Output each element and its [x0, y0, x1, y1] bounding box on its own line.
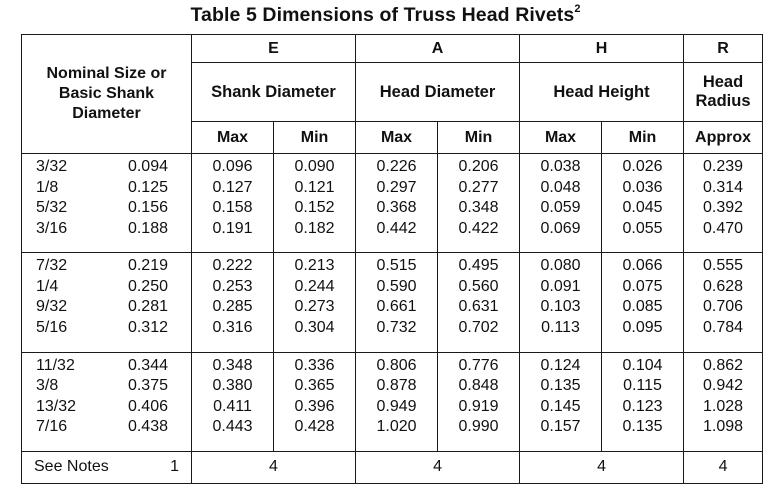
value: 0.919 — [458, 397, 499, 415]
value: 0.152 — [294, 199, 335, 216]
nominal-fraction: 9/32 — [36, 298, 68, 316]
nominal-decimal: 0.281 — [127, 298, 168, 316]
table-row — [22, 253, 763, 352]
value: 0.348 — [458, 199, 499, 216]
value: 0.191 — [212, 219, 253, 237]
value: 0.045 — [622, 199, 663, 216]
shank-diameter-header: Shank Diameter — [192, 63, 356, 122]
h-max-cell — [520, 154, 602, 253]
nominal-decimal: 0.344 — [127, 356, 168, 374]
value: 0.380 — [212, 377, 253, 395]
r-approx-cell — [684, 352, 763, 451]
head-diameter-header: Head Diameter — [356, 63, 520, 122]
notes-nominal-cell — [22, 451, 192, 483]
value: 0.942 — [702, 377, 744, 395]
title-footnote-marker: 2 — [574, 3, 581, 15]
value: 0.706 — [702, 298, 744, 316]
e-max-header: Max — [192, 122, 274, 154]
letter-a-header: A — [356, 35, 520, 63]
nominal-fraction: 3/8 — [36, 377, 59, 395]
value: 0.135 — [622, 418, 663, 436]
value: 0.059 — [540, 199, 581, 216]
e-min-cell — [274, 154, 356, 253]
value: 0.157 — [540, 418, 581, 436]
nominal-fraction: 1/8 — [36, 178, 59, 196]
value: 0.069 — [540, 219, 581, 237]
value: 0.348 — [212, 356, 253, 374]
value: 0.560 — [458, 277, 499, 295]
value: 0.104 — [622, 356, 663, 374]
notes-row — [22, 451, 763, 483]
value: 0.127 — [212, 178, 253, 196]
nominal-size-cell — [22, 352, 192, 451]
value: 0.124 — [540, 356, 581, 374]
value: 0.702 — [458, 318, 499, 336]
table-row — [22, 154, 763, 253]
nominal-size-header-text: Nominal Size or Basic Shank Diameter — [46, 65, 167, 122]
nominal-decimal: 0.125 — [127, 178, 168, 196]
size-group-1 — [22, 154, 763, 253]
value: 0.273 — [294, 298, 335, 316]
nominal-decimal: 0.375 — [127, 377, 168, 395]
h-min-cell — [602, 352, 684, 451]
value: 0.145 — [540, 397, 581, 415]
value: 0.085 — [622, 298, 663, 316]
nominal-size-header — [22, 35, 192, 154]
value: 0.036 — [622, 178, 663, 196]
table-title-text: Table 5 Dimensions of Truss Head Rivets — [190, 4, 575, 26]
value: 0.396 — [294, 397, 335, 415]
value: 0.590 — [376, 277, 417, 295]
value: 1.028 — [702, 397, 744, 415]
value: 0.862 — [702, 356, 744, 374]
letter-e-header: E — [192, 35, 356, 63]
e-max-cell — [192, 352, 274, 451]
table-title — [0, 4, 771, 27]
a-min-cell — [438, 154, 520, 253]
value: 0.297 — [376, 178, 417, 196]
value: 0.365 — [294, 377, 335, 395]
a-max-cell — [356, 253, 438, 352]
value: 0.048 — [540, 178, 581, 196]
a-min-header: Min — [438, 122, 520, 154]
notes-r-cell: 4 — [684, 451, 763, 483]
value: 0.661 — [376, 298, 417, 316]
h-min-cell — [602, 253, 684, 352]
value: 0.470 — [702, 219, 744, 237]
notes-e-cell: 4 — [192, 451, 356, 483]
head-radius-header — [684, 63, 763, 122]
value: 0.949 — [376, 397, 417, 415]
nominal-decimal: 0.406 — [127, 397, 168, 415]
r-approx-cell — [684, 154, 763, 253]
value: 0.206 — [458, 158, 499, 175]
a-min-cell — [438, 253, 520, 352]
h-min-header: Min — [602, 122, 684, 154]
value: 0.422 — [458, 219, 499, 237]
value: 0.090 — [294, 158, 335, 175]
nominal-fraction: 3/32 — [36, 158, 68, 175]
e-max-cell — [192, 154, 274, 253]
value: 0.158 — [212, 199, 253, 216]
value: 0.182 — [294, 219, 335, 237]
value: 0.213 — [294, 257, 335, 275]
nominal-fraction: 1/4 — [36, 277, 59, 295]
value: 0.244 — [294, 277, 335, 295]
nominal-decimal: 0.156 — [127, 199, 168, 216]
value: 0.113 — [541, 318, 580, 336]
value: 0.096 — [212, 158, 253, 175]
value: 0.115 — [623, 377, 662, 395]
notes-section — [22, 451, 763, 483]
value: 0.038 — [540, 158, 581, 175]
value: 0.080 — [540, 257, 581, 275]
value: 0.239 — [702, 158, 744, 175]
value: 0.631 — [458, 298, 499, 316]
e-min-cell — [274, 352, 356, 451]
table-row — [22, 352, 763, 451]
value: 0.277 — [458, 178, 499, 196]
value: 0.026 — [622, 158, 663, 175]
value: 0.368 — [376, 199, 417, 216]
value: 1.098 — [702, 418, 744, 436]
value: 0.135 — [540, 377, 581, 395]
h-max-header: Max — [520, 122, 602, 154]
value: 0.304 — [294, 318, 335, 336]
nominal-fraction: 7/16 — [36, 418, 68, 436]
letter-r-header: R — [684, 35, 763, 63]
value: 0.091 — [540, 277, 581, 295]
value: 0.990 — [458, 418, 499, 436]
value: 0.253 — [212, 277, 253, 295]
value: 0.103 — [540, 298, 581, 316]
value: 0.428 — [294, 418, 335, 436]
nominal-decimal: 0.094 — [127, 158, 168, 175]
nominal-decimal: 0.312 — [127, 318, 168, 336]
value: 0.732 — [376, 318, 417, 336]
see-notes-label: See Notes — [34, 458, 109, 476]
value: 0.055 — [622, 219, 663, 237]
value: 0.495 — [458, 257, 499, 275]
value: 0.555 — [702, 257, 744, 275]
value: 0.776 — [458, 356, 499, 374]
letter-h-header: H — [520, 35, 684, 63]
nominal-decimal: 0.250 — [127, 277, 168, 295]
value: 0.336 — [294, 356, 335, 374]
notes-h-cell: 4 — [520, 451, 684, 483]
nominal-decimal: 0.438 — [127, 418, 168, 436]
notes-a-cell: 4 — [356, 451, 520, 483]
value: 0.123 — [622, 397, 663, 415]
value: 0.316 — [212, 318, 253, 336]
a-min-cell — [438, 352, 520, 451]
nominal-size-cell — [22, 154, 192, 253]
value: 0.515 — [376, 257, 417, 275]
r-approx-header: Approx — [684, 122, 763, 154]
nominal-fraction: 5/32 — [36, 199, 68, 216]
h-max-cell — [520, 352, 602, 451]
value: 0.628 — [702, 277, 744, 295]
a-max-cell — [356, 352, 438, 451]
value: 0.392 — [702, 199, 744, 216]
a-max-header: Max — [356, 122, 438, 154]
notes-nominal-ref: 1 — [170, 458, 179, 476]
value: 0.878 — [376, 377, 417, 395]
value: 0.442 — [376, 219, 417, 237]
value: 0.443 — [212, 418, 253, 436]
head-height-header: Head Height — [520, 63, 684, 122]
e-min-cell — [274, 253, 356, 352]
nominal-decimal: 0.219 — [127, 257, 168, 275]
value: 0.784 — [702, 318, 744, 336]
header-letter-row — [22, 35, 763, 63]
nominal-fraction: 5/16 — [36, 318, 68, 336]
table-header — [22, 35, 763, 154]
value: 0.066 — [622, 257, 663, 275]
head-radius-header-text: Head Radius — [695, 73, 751, 110]
value: 0.806 — [376, 356, 417, 374]
nominal-fraction: 11/32 — [36, 356, 75, 374]
truss-head-rivets-table — [21, 34, 763, 484]
nominal-decimal: 0.188 — [127, 219, 168, 237]
value: 0.411 — [213, 397, 252, 415]
size-group-3 — [22, 352, 763, 451]
size-group-2 — [22, 253, 763, 352]
value: 0.848 — [458, 377, 499, 395]
nominal-fraction: 3/16 — [36, 219, 68, 237]
nominal-fraction: 13/32 — [36, 397, 77, 415]
value: 0.075 — [622, 277, 663, 295]
value: 0.095 — [622, 318, 663, 336]
value: 0.226 — [376, 158, 417, 175]
value: 0.314 — [702, 178, 744, 196]
e-max-cell — [192, 253, 274, 352]
value: 0.285 — [212, 298, 253, 316]
h-min-cell — [602, 154, 684, 253]
a-max-cell — [356, 154, 438, 253]
h-max-cell — [520, 253, 602, 352]
nominal-size-cell — [22, 253, 192, 352]
e-min-header: Min — [274, 122, 356, 154]
value: 0.222 — [212, 257, 253, 275]
r-approx-cell — [684, 253, 763, 352]
value: 1.020 — [376, 418, 417, 436]
nominal-fraction: 7/32 — [36, 257, 68, 275]
value: 0.121 — [294, 178, 335, 196]
